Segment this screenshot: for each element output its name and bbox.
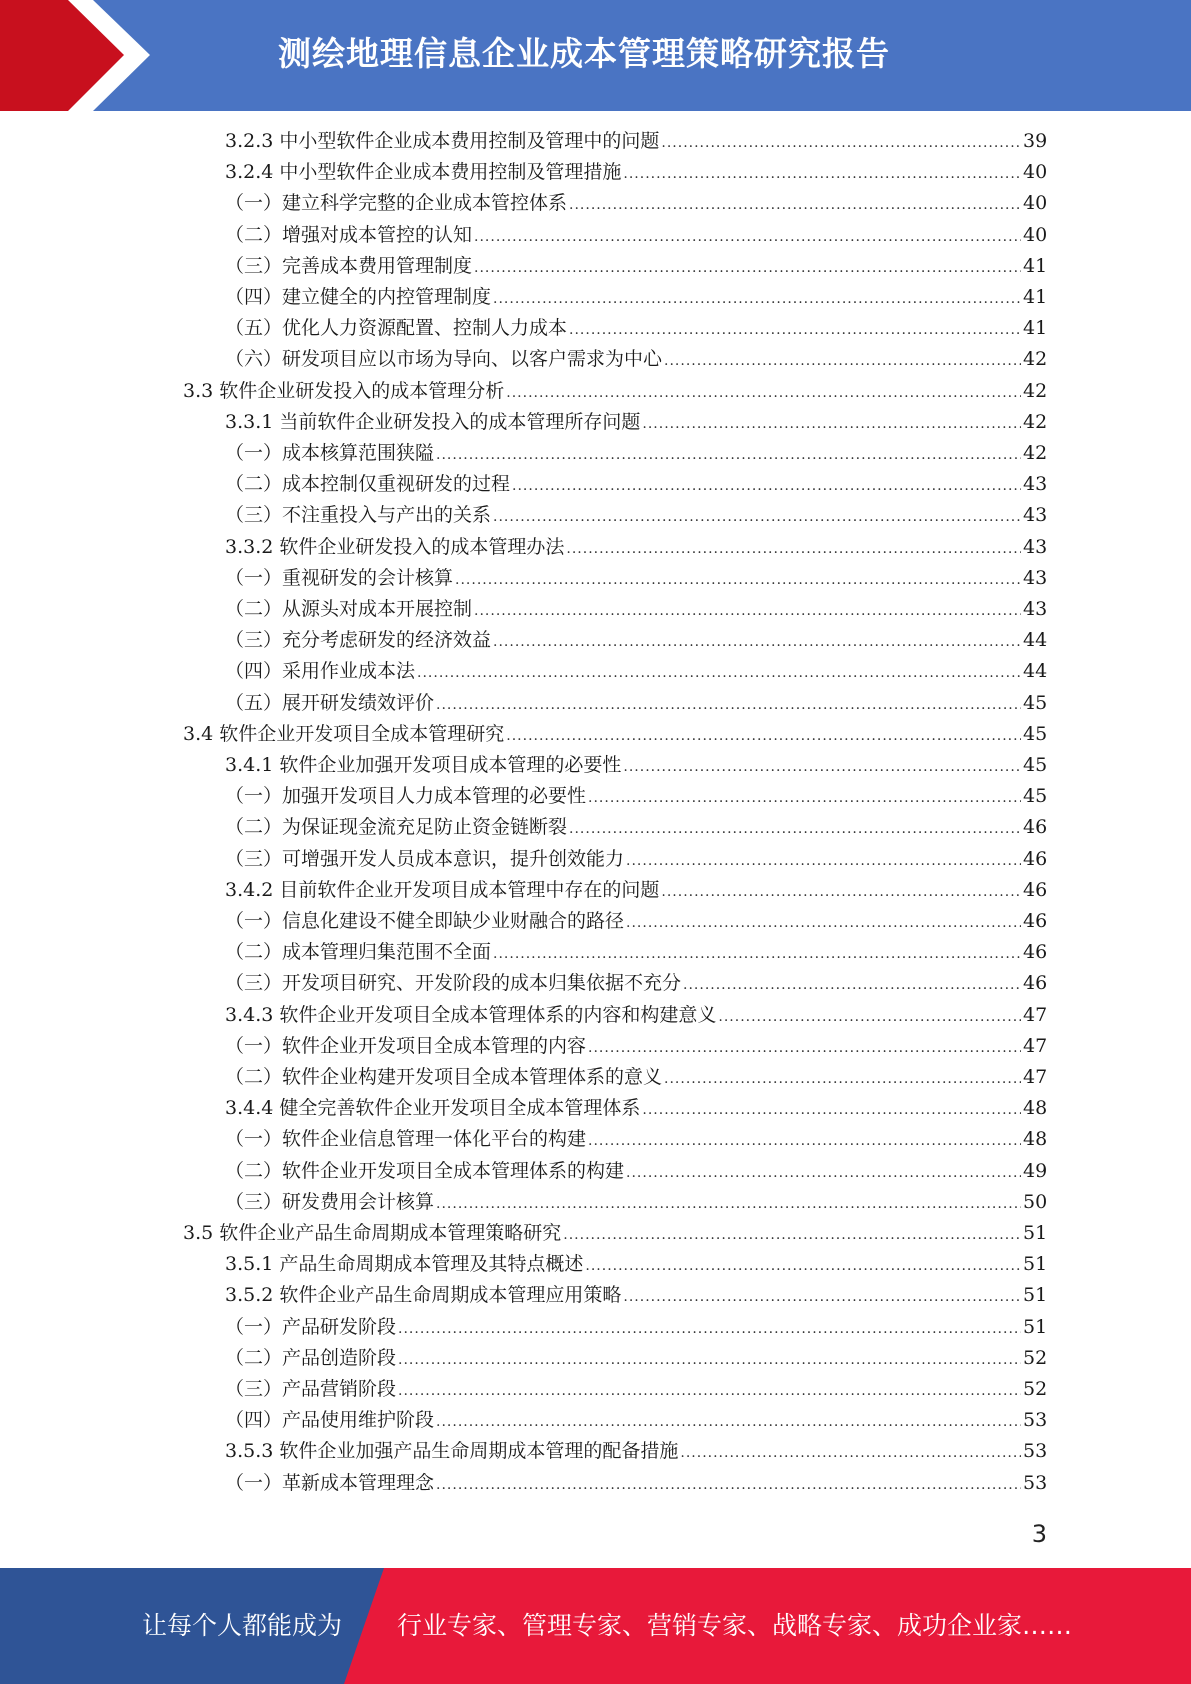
toc-entry-title: （一）成本核算范围狭隘 bbox=[225, 442, 435, 464]
toc-entry-page: 50 bbox=[1023, 1190, 1048, 1213]
toc-entry[interactable] bbox=[225, 594, 1047, 625]
toc-entry[interactable] bbox=[225, 1156, 1047, 1187]
toc-entry-title: （一）软件企业开发项目全成本管理的内容 bbox=[225, 1034, 587, 1057]
toc-entry-title: （三）可增强开发人员成本意识，提升创效能力 bbox=[225, 847, 625, 870]
toc-entry-page: 41 bbox=[1023, 254, 1048, 277]
toc-dot-leader bbox=[398, 1314, 1021, 1345]
toc-entry-page: 53 bbox=[1023, 1471, 1048, 1494]
toc-dot-leader bbox=[642, 1095, 1021, 1126]
toc-entry-page: 45 bbox=[1023, 691, 1048, 714]
toc-dot-leader bbox=[661, 128, 1021, 159]
toc-entry[interactable] bbox=[225, 563, 1047, 594]
toc-entry-title: （二）产品创造阶段 bbox=[225, 1346, 397, 1369]
toc-entry-page: 45 bbox=[1023, 754, 1048, 776]
toc-entry[interactable] bbox=[225, 344, 1047, 375]
toc-entry-title: （一）信息化建设不健全即缺少业财融合的路径 bbox=[225, 910, 625, 932]
toc-dot-leader bbox=[417, 658, 1021, 689]
toc-entry[interactable] bbox=[225, 1343, 1047, 1374]
toc-entry-title: （二）为保证现金流充足防止资金链断裂 bbox=[225, 816, 568, 839]
toc-entry-title: 3.4.3 软件企业开发项目全成本管理体系的内容和构建意义 bbox=[225, 1003, 717, 1026]
toc-entry-title: 3.4 软件企业开发项目全成本管理研究 bbox=[183, 722, 505, 745]
toc-dot-leader bbox=[512, 471, 1021, 502]
toc-entry-page: 46 bbox=[1023, 816, 1048, 839]
toc-entry-page: 44 bbox=[1023, 629, 1048, 652]
toc-entry-page: 42 bbox=[1023, 410, 1048, 433]
toc-entry[interactable] bbox=[225, 1468, 1047, 1499]
toc-dot-leader bbox=[493, 627, 1021, 658]
toc-entry[interactable] bbox=[225, 1031, 1047, 1062]
footer-slogan-left: 让每个人都能成为 bbox=[142, 1611, 343, 1640]
toc-entry-page: 43 bbox=[1023, 566, 1048, 589]
toc-entry-page: 49 bbox=[1023, 1159, 1048, 1182]
toc-entry[interactable] bbox=[225, 750, 1047, 781]
toc-entry-title: （四）采用作业成本法 bbox=[225, 660, 416, 683]
toc-entry-title: （一）产品研发阶段 bbox=[225, 1315, 397, 1338]
toc-dot-leader bbox=[623, 159, 1021, 190]
toc-entry-page: 41 bbox=[1023, 317, 1048, 340]
toc-dot-leader bbox=[588, 1033, 1021, 1064]
toc-dot-leader bbox=[563, 1220, 1021, 1251]
toc-dot-leader bbox=[455, 565, 1021, 596]
toc-entry[interactable] bbox=[225, 1436, 1047, 1467]
toc-entry[interactable] bbox=[225, 1093, 1047, 1124]
toc-entry-page: 41 bbox=[1023, 286, 1048, 308]
toc-dot-leader bbox=[626, 1158, 1021, 1189]
footer-slogan-right: 行业专家、管理专家、营销专家、战略专家、成功企业家…… bbox=[397, 1611, 1073, 1640]
toc-dot-leader bbox=[493, 502, 1021, 533]
toc-entry-page: 51 bbox=[1023, 1315, 1048, 1338]
page-number: 3 bbox=[1031, 1520, 1047, 1548]
toc-dot-leader bbox=[626, 908, 1021, 939]
toc-dot-leader bbox=[626, 846, 1021, 877]
toc-entry-page: 51 bbox=[1023, 1222, 1048, 1244]
toc-entry-title: （五）展开研发绩效评价 bbox=[225, 691, 435, 714]
toc-entry-title: 3.5 软件企业产品生命周期成本管理策略研究 bbox=[183, 1222, 562, 1244]
toc-entry-page: 46 bbox=[1023, 972, 1048, 995]
toc-entry-title: 3.3.1 当前软件企业研发投入的成本管理所存问题 bbox=[225, 410, 641, 433]
toc-entry-title: 3.2.3 中小型软件企业成本费用控制及管理中的问题 bbox=[225, 130, 660, 152]
toc-entry-page: 53 bbox=[1023, 1409, 1048, 1432]
toc-dot-leader bbox=[569, 814, 1021, 845]
toc-dot-leader bbox=[506, 721, 1021, 752]
toc-entry-page: 51 bbox=[1023, 1253, 1048, 1276]
toc-entry[interactable] bbox=[225, 1000, 1047, 1031]
toc-entry-title: （二）软件企业开发项目全成本管理体系的构建 bbox=[225, 1159, 625, 1182]
toc-entry-page: 46 bbox=[1023, 941, 1048, 964]
toc-entry[interactable] bbox=[225, 1405, 1047, 1436]
toc-entry-title: （三）充分考虑研发的经济效益 bbox=[225, 629, 492, 652]
toc-entry-title: 3.3 软件企业研发投入的成本管理分析 bbox=[183, 379, 505, 402]
toc-entry-page: 39 bbox=[1023, 130, 1048, 152]
toc-dot-leader bbox=[664, 1064, 1021, 1095]
toc-entry-title: （六）研发项目应以市场为导向、以客户需求为中心 bbox=[225, 348, 663, 371]
toc-dot-leader bbox=[569, 190, 1021, 221]
toc-entry-title: （二）增强对成本管控的认知 bbox=[225, 223, 473, 246]
page-footer bbox=[0, 1568, 1191, 1684]
toc-entry-title: （三）开发项目研究、开发阶段的成本归集依据不充分 bbox=[225, 972, 682, 995]
toc-dot-leader bbox=[718, 1002, 1021, 1033]
document-title: 测绘地理信息企业成本管理策略研究报告 bbox=[278, 34, 890, 73]
toc-entry-page: 43 bbox=[1023, 473, 1048, 496]
toc-entry[interactable] bbox=[225, 438, 1047, 469]
toc-entry-title: 3.3.2 软件企业研发投入的成本管理办法 bbox=[225, 535, 565, 558]
toc-entry-title: （二）软件企业构建开发项目全成本管理体系的意义 bbox=[225, 1066, 663, 1088]
toc-entry-title: （一）建立科学完整的企业成本管控体系 bbox=[225, 192, 568, 215]
toc-entry-title: （二）成本管理归集范围不全面 bbox=[225, 941, 492, 964]
toc-dot-leader bbox=[398, 1376, 1021, 1407]
toc-dot-leader bbox=[623, 752, 1021, 783]
toc-dot-leader bbox=[398, 1345, 1021, 1376]
toc-entry-title: （一）软件企业信息管理一体化平台的构建 bbox=[225, 1128, 587, 1151]
toc-entry-page: 45 bbox=[1023, 722, 1048, 745]
toc-entry-title: 3.2.4 中小型软件企业成本费用控制及管理措施 bbox=[225, 161, 622, 184]
toc-entry[interactable] bbox=[225, 532, 1047, 563]
toc-entry-title: 3.5.1 产品生命周期成本管理及其特点概述 bbox=[225, 1253, 584, 1276]
toc-dot-leader bbox=[566, 534, 1021, 565]
toc-entry[interactable] bbox=[183, 719, 1047, 750]
toc-entry-page: 42 bbox=[1023, 379, 1048, 402]
toc-dot-leader bbox=[588, 783, 1021, 814]
toc-entry[interactable] bbox=[225, 1187, 1047, 1218]
toc-dot-leader bbox=[474, 253, 1021, 284]
toc-entry-page: 40 bbox=[1023, 192, 1048, 215]
toc-entry[interactable] bbox=[225, 282, 1047, 313]
toc-entry-page: 43 bbox=[1023, 504, 1048, 527]
toc-entry-page: 47 bbox=[1023, 1003, 1048, 1026]
toc-entry[interactable] bbox=[225, 906, 1047, 937]
toc-entry[interactable] bbox=[225, 937, 1047, 968]
toc-entry-title: 3.5.2 软件企业产品生命周期成本管理应用策略 bbox=[225, 1284, 622, 1307]
toc-entry[interactable] bbox=[225, 781, 1047, 812]
toc-entry[interactable] bbox=[225, 1124, 1047, 1155]
toc-dot-leader bbox=[588, 1126, 1021, 1157]
toc-dot-leader bbox=[680, 1438, 1021, 1469]
toc-entry[interactable] bbox=[225, 1374, 1047, 1405]
toc-dot-leader bbox=[664, 346, 1021, 377]
toc-entry-page: 43 bbox=[1023, 535, 1048, 558]
toc-dot-leader bbox=[493, 939, 1021, 970]
toc-entry[interactable] bbox=[225, 313, 1047, 344]
toc-entry-page: 46 bbox=[1023, 878, 1048, 901]
toc-entry-page: 52 bbox=[1023, 1346, 1048, 1369]
toc-entry[interactable] bbox=[225, 188, 1047, 219]
toc-dot-leader bbox=[683, 970, 1021, 1001]
toc-entry-page: 47 bbox=[1023, 1034, 1048, 1057]
toc-entry[interactable] bbox=[225, 625, 1047, 656]
toc-dot-leader bbox=[661, 877, 1021, 908]
toc-entry-page: 45 bbox=[1023, 785, 1048, 808]
page-header bbox=[0, 0, 1191, 111]
toc-entry-page: 42 bbox=[1023, 348, 1048, 371]
toc-dot-leader bbox=[493, 284, 1021, 315]
toc-entry-title: （一）革新成本管理理念 bbox=[225, 1471, 435, 1494]
toc-entry[interactable] bbox=[225, 220, 1047, 251]
toc-entry[interactable] bbox=[225, 1062, 1047, 1093]
toc-entry[interactable] bbox=[225, 875, 1047, 906]
toc-entry[interactable] bbox=[225, 1280, 1047, 1311]
toc-entry-title: 3.4.4 健全完善软件企业开发项目全成本管理体系 bbox=[225, 1097, 641, 1120]
toc-entry-page: 40 bbox=[1023, 161, 1048, 184]
toc-entry-title: （四）建立健全的内控管理制度 bbox=[225, 286, 492, 308]
toc-dot-leader bbox=[436, 440, 1021, 471]
toc-entry[interactable] bbox=[225, 251, 1047, 282]
toc-entry-title: 3.4.1 软件企业加强开发项目成本管理的必要性 bbox=[225, 754, 622, 776]
toc-entry-title: （三）研发费用会计核算 bbox=[225, 1190, 435, 1213]
toc-entry[interactable] bbox=[225, 812, 1047, 843]
toc-entry-title: （三）完善成本费用管理制度 bbox=[225, 254, 473, 277]
toc-entry[interactable] bbox=[225, 844, 1047, 875]
toc-entry-page: 47 bbox=[1023, 1066, 1048, 1088]
toc-entry-page: 44 bbox=[1023, 660, 1048, 683]
header-arrow-icon bbox=[0, 0, 160, 111]
toc-entry[interactable] bbox=[183, 376, 1047, 407]
toc-dot-leader bbox=[623, 1282, 1021, 1313]
toc-entry-page: 43 bbox=[1023, 598, 1048, 620]
toc-entry[interactable] bbox=[225, 1249, 1047, 1280]
toc-entry[interactable] bbox=[225, 469, 1047, 500]
toc-dot-leader bbox=[585, 1251, 1021, 1282]
toc-entry[interactable] bbox=[225, 500, 1047, 531]
toc-entry-title: （三）不注重投入与产出的关系 bbox=[225, 504, 492, 527]
toc-entry[interactable] bbox=[225, 126, 1047, 157]
toc-entry-title: （一）重视研发的会计核算 bbox=[225, 566, 454, 589]
toc-entry-title: （一）加强开发项目人力成本管理的必要性 bbox=[225, 785, 587, 808]
toc-dot-leader bbox=[474, 596, 1021, 627]
toc-entry-title: （四）产品使用维护阶段 bbox=[225, 1409, 435, 1432]
toc-entry[interactable] bbox=[225, 688, 1047, 719]
toc-entry-title: （五）优化人力资源配置、控制人力成本 bbox=[225, 317, 568, 340]
toc-entry-page: 51 bbox=[1023, 1284, 1048, 1307]
toc-entry-page: 48 bbox=[1023, 1097, 1048, 1120]
toc-entry-title: （二）从源头对成本开展控制 bbox=[225, 598, 473, 620]
toc-dot-leader bbox=[436, 690, 1021, 721]
toc-entry[interactable] bbox=[183, 1218, 1047, 1249]
toc-entry-page: 40 bbox=[1023, 223, 1048, 246]
toc-dot-leader bbox=[474, 222, 1021, 253]
toc-dot-leader bbox=[436, 1470, 1021, 1501]
toc-entry-title: 3.5.3 软件企业加强产品生命周期成本管理的配备措施 bbox=[225, 1440, 679, 1463]
toc-dot-leader bbox=[642, 409, 1021, 440]
toc-entry-page: 48 bbox=[1023, 1128, 1048, 1151]
toc-entry-page: 42 bbox=[1023, 442, 1048, 464]
toc-dot-leader bbox=[436, 1407, 1021, 1438]
toc-entry[interactable] bbox=[225, 407, 1047, 438]
toc-entry-title: （三）产品营销阶段 bbox=[225, 1378, 397, 1400]
toc-entry-page: 46 bbox=[1023, 847, 1048, 870]
toc-entry[interactable] bbox=[225, 157, 1047, 188]
toc-dot-leader bbox=[506, 378, 1021, 409]
toc-dot-leader bbox=[436, 1189, 1021, 1220]
toc-entry-page: 53 bbox=[1023, 1440, 1048, 1463]
toc-entry-title: 3.4.2 目前软件企业开发项目成本管理中存在的问题 bbox=[225, 878, 660, 901]
toc-entry-page: 52 bbox=[1023, 1378, 1048, 1400]
toc-entry[interactable] bbox=[225, 656, 1047, 687]
toc-entry[interactable] bbox=[225, 1312, 1047, 1343]
toc-entry-page: 46 bbox=[1023, 910, 1048, 932]
toc-entry[interactable] bbox=[225, 968, 1047, 999]
toc-entry-title: （二）成本控制仅重视研发的过程 bbox=[225, 473, 511, 496]
toc-dot-leader bbox=[569, 315, 1021, 346]
